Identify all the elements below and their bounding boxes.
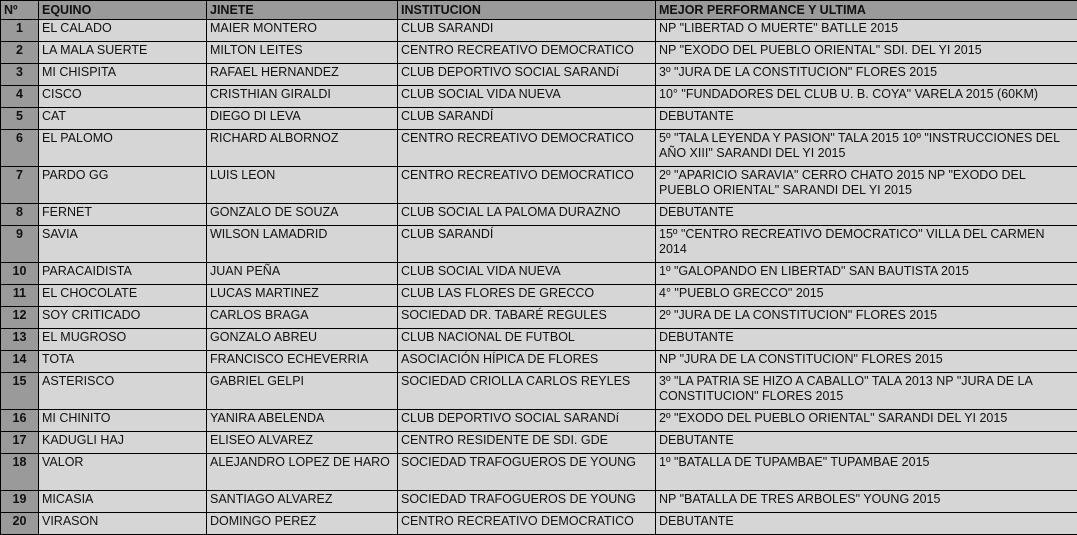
row-number-cell: 13: [1, 329, 39, 351]
performance-cell: 3º "JURA DE LA CONSTITUCION" FLORES 2015: [656, 64, 1077, 86]
institucion-cell: SOCIEDAD DR. TABARÉ REGULES: [398, 307, 656, 329]
equino-cell: EL PALOMO: [39, 130, 207, 167]
row-number-cell: 6: [1, 130, 39, 167]
performance-cell: NP "JURA DE LA CONSTITUCION" FLORES 2015: [656, 351, 1077, 373]
performance-cell: NP "BATALLA DE TRES ARBOLES" YOUNG 2015: [656, 491, 1077, 513]
table-row: [1, 167, 1077, 204]
equino-cell: EL CHOCOLATE: [39, 285, 207, 307]
jinete-cell: MAIER MONTERO: [207, 20, 398, 42]
jinete-cell: MILTON LEITES: [207, 42, 398, 64]
institucion-cell: CLUB DEPORTIVO SOCIAL SARANDí: [398, 64, 656, 86]
table-row: [1, 373, 1077, 410]
equino-cell: EL CALADO: [39, 20, 207, 42]
institucion-cell: SOCIEDAD TRAFOGUEROS DE YOUNG: [398, 454, 656, 491]
institucion-cell: CENTRO RECREATIVO DEMOCRATICO: [398, 42, 656, 64]
table-row: [1, 42, 1077, 64]
row-number-cell: 8: [1, 204, 39, 226]
institucion-cell: CENTRO RECREATIVO DEMOCRATICO: [398, 513, 656, 535]
table-row: [1, 513, 1077, 535]
institucion-cell: CENTRO RECREATIVO DEMOCRATICO: [398, 167, 656, 204]
table-body: [1, 20, 1077, 535]
row-number-cell: 19: [1, 491, 39, 513]
equino-cell: PARACAIDISTA: [39, 263, 207, 285]
jinete-cell: CARLOS BRAGA: [207, 307, 398, 329]
performance-cell: DEBUTANTE: [656, 204, 1077, 226]
institucion-cell: CLUB SARANDÍ: [398, 226, 656, 263]
equino-cell: MICASIA: [39, 491, 207, 513]
jinete-cell: SANTIAGO ALVAREZ: [207, 491, 398, 513]
performance-cell: 4° "PUEBLO GRECCO" 2015: [656, 285, 1077, 307]
jinete-cell: RICHARD ALBORNOZ: [207, 130, 398, 167]
jinete-cell: DIEGO DI LEVA: [207, 108, 398, 130]
table-row: [1, 432, 1077, 454]
jinete-cell: WILSON LAMADRID: [207, 226, 398, 263]
row-number-cell: 2: [1, 42, 39, 64]
institucion-cell: CENTRO RECREATIVO DEMOCRATICO: [398, 130, 656, 167]
equino-cell: EL MUGROSO: [39, 329, 207, 351]
row-number-cell: 15: [1, 373, 39, 410]
institucion-cell: CENTRO RESIDENTE DE SDI. GDE: [398, 432, 656, 454]
table-row: [1, 307, 1077, 329]
performance-cell: DEBUTANTE: [656, 329, 1077, 351]
row-number-cell: 18: [1, 454, 39, 491]
equino-cell: SAVIA: [39, 226, 207, 263]
row-number-cell: 4: [1, 86, 39, 108]
header-jinete: JINETE: [207, 1, 398, 20]
table-header-row: [1, 1, 1077, 20]
row-number-cell: 9: [1, 226, 39, 263]
jinete-cell: YANIRA ABELENDA: [207, 410, 398, 432]
equino-cell: CISCO: [39, 86, 207, 108]
header-performance: MEJOR PERFORMANCE Y ULTIMA: [656, 1, 1077, 20]
performance-cell: DEBUTANTE: [656, 108, 1077, 130]
equino-cell: SOY CRITICADO: [39, 307, 207, 329]
table-row: [1, 64, 1077, 86]
equino-cell: MI CHINITO: [39, 410, 207, 432]
table-row: [1, 285, 1077, 307]
institucion-cell: CLUB SOCIAL VIDA NUEVA: [398, 263, 656, 285]
row-number-cell: 7: [1, 167, 39, 204]
table-row: [1, 491, 1077, 513]
institucion-cell: ASOCIACIÓN HÍPICA DE FLORES: [398, 351, 656, 373]
jinete-cell: LUIS LEON: [207, 167, 398, 204]
header-institucion: INSTITUCION: [398, 1, 656, 20]
equino-cell: CAT: [39, 108, 207, 130]
row-number-cell: 10: [1, 263, 39, 285]
equino-cell: LA MALA SUERTE: [39, 42, 207, 64]
jinete-cell: DOMINGO PEREZ: [207, 513, 398, 535]
jinete-cell: JUAN PEÑA: [207, 263, 398, 285]
performance-cell: 3º "LA PATRIA SE HIZO A CABALLO" TALA 2013 NP "JURA DE LA CONSTITUCION" FLORES 2015: [656, 373, 1077, 410]
row-number-cell: 12: [1, 307, 39, 329]
performance-cell: 2º "JURA DE LA CONSTITUCION" FLORES 2015: [656, 307, 1077, 329]
table-row: [1, 329, 1077, 351]
jinete-cell: GONZALO ABREU: [207, 329, 398, 351]
performance-cell: DEBUTANTE: [656, 432, 1077, 454]
table-row: [1, 454, 1077, 491]
performance-cell: 1º "GALOPANDO EN LIBERTAD" SAN BAUTISTA 2015: [656, 263, 1077, 285]
institucion-cell: CLUB SARANDI: [398, 20, 656, 42]
performance-cell: NP "LIBERTAD O MUERTE" BATLLE 2015: [656, 20, 1077, 42]
table-row: [1, 130, 1077, 167]
jinete-cell: FRANCISCO ECHEVERRIA: [207, 351, 398, 373]
performance-cell: 2º "APARICIO SARAVIA" CERRO CHATO 2015 NP "EXODO DEL PUEBLO ORIENTAL" SARANDI DEL YI 2015: [656, 167, 1077, 204]
jinete-cell: LUCAS MARTINEZ: [207, 285, 398, 307]
performance-cell: 2º "EXODO DEL PUEBLO ORIENTAL" SARANDI DEL YI 2015: [656, 410, 1077, 432]
jinete-cell: GABRIEL GELPI: [207, 373, 398, 410]
table-row: [1, 86, 1077, 108]
institucion-cell: CLUB SARANDÍ: [398, 108, 656, 130]
performance-cell: 5º "TALA LEYENDA Y PASION" TALA 2015 10º "INSTRUCCIONES DEL AÑO XIII" SARANDI DEL YI 2015: [656, 130, 1077, 167]
row-number-cell: 14: [1, 351, 39, 373]
institucion-cell: CLUB SOCIAL LA PALOMA DURAZNO: [398, 204, 656, 226]
institucion-cell: CLUB NACIONAL DE FUTBOL: [398, 329, 656, 351]
row-number-cell: 17: [1, 432, 39, 454]
equino-cell: PARDO GG: [39, 167, 207, 204]
header-equino: EQUINO: [39, 1, 207, 20]
equino-cell: TOTA: [39, 351, 207, 373]
row-number-cell: 11: [1, 285, 39, 307]
table-row: [1, 263, 1077, 285]
table-row: [1, 204, 1077, 226]
row-number-cell: 5: [1, 108, 39, 130]
jinete-cell: RAFAEL HERNANDEZ: [207, 64, 398, 86]
row-number-cell: 3: [1, 64, 39, 86]
institucion-cell: SOCIEDAD TRAFOGUEROS DE YOUNG: [398, 491, 656, 513]
performance-cell: 15º "CENTRO RECREATIVO DEMOCRATICO" VILLA DEL CARMEN 2014: [656, 226, 1077, 263]
jinete-cell: GONZALO DE SOUZA: [207, 204, 398, 226]
performance-cell: 10° "FUNDADORES DEL CLUB U. B. COYA" VARELA 2015 (60KM): [656, 86, 1077, 108]
institucion-cell: CLUB DEPORTIVO SOCIAL SARANDí: [398, 410, 656, 432]
row-number-cell: 16: [1, 410, 39, 432]
institucion-cell: CLUB SOCIAL VIDA NUEVA: [398, 86, 656, 108]
jinete-cell: CRISTHIAN GIRALDI: [207, 86, 398, 108]
header-number: Nº: [1, 1, 39, 20]
institucion-cell: SOCIEDAD CRIOLLA CARLOS REYLES: [398, 373, 656, 410]
performance-cell: DEBUTANTE: [656, 513, 1077, 535]
table-row: [1, 226, 1077, 263]
table-row: [1, 410, 1077, 432]
equino-cell: KADUGLI HAJ: [39, 432, 207, 454]
jinete-cell: ELISEO ALVAREZ: [207, 432, 398, 454]
table-row: [1, 108, 1077, 130]
jinete-cell: ALEJANDRO LOPEZ DE HARO: [207, 454, 398, 491]
equino-cell: VALOR: [39, 454, 207, 491]
table-row: [1, 20, 1077, 42]
institucion-cell: CLUB LAS FLORES DE GRECCO: [398, 285, 656, 307]
row-number-cell: 1: [1, 20, 39, 42]
row-number-cell: 20: [1, 513, 39, 535]
performance-cell: NP "EXODO DEL PUEBLO ORIENTAL" SDI. DEL YI 2015: [656, 42, 1077, 64]
equino-cell: VIRASON: [39, 513, 207, 535]
equino-cell: ASTERISCO: [39, 373, 207, 410]
equino-cell: FERNET: [39, 204, 207, 226]
equino-cell: MI CHISPITA: [39, 64, 207, 86]
table-row: [1, 351, 1077, 373]
performance-cell: 1º "BATALLA DE TUPAMBAE" TUPAMBAE 2015: [656, 454, 1077, 491]
